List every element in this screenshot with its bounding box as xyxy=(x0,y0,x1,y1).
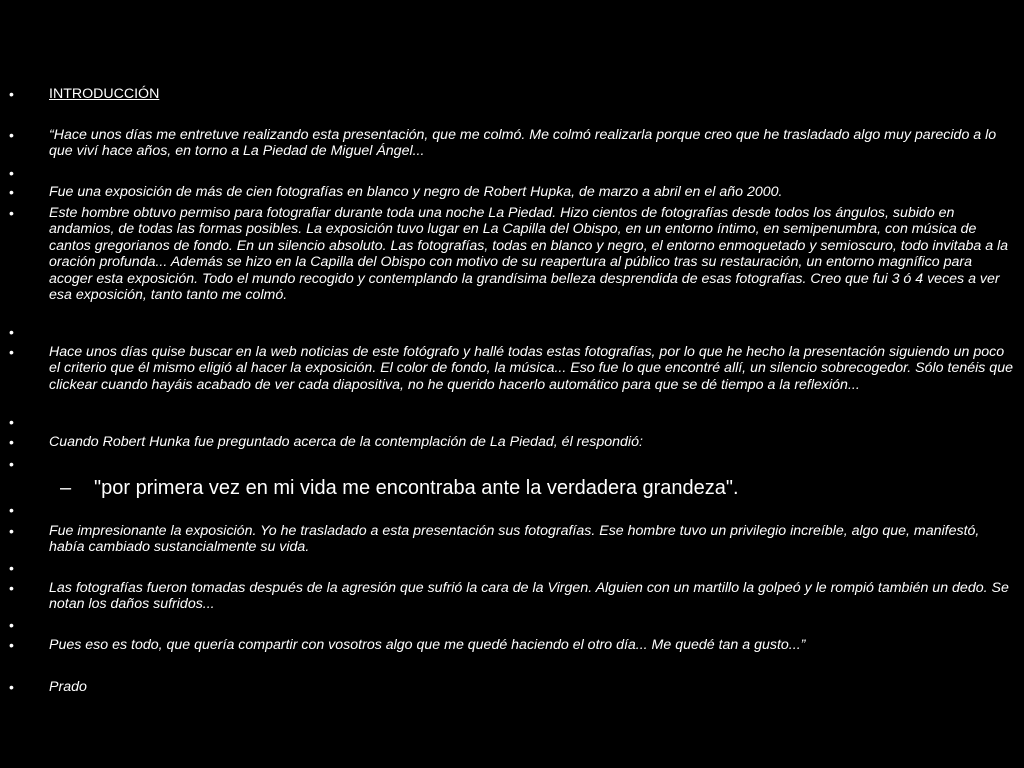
bullet: • xyxy=(9,184,14,200)
bullet: • xyxy=(9,165,14,181)
bullet: • xyxy=(9,502,14,518)
paragraph-impresionante: Fue impresionante la exposición. Yo he trasladado a esta presentación sus fotografías. Ese hombre tuvo un privilegio increíble, algo que, manifestó, había cambiado sustancialmente su vida. xyxy=(49,523,980,556)
quote-grandeza: "por primera vez en mi vida me encontraba ante la verdadera grandeza". xyxy=(94,477,739,499)
bullet: • xyxy=(9,434,14,450)
bullet: • xyxy=(9,414,14,430)
bullet: • xyxy=(9,637,14,653)
bullet: • xyxy=(9,344,14,360)
paragraph-pregunta: Cuando Robert Hunka fue preguntado acerca de la contemplación de La Piedad, él respondió: xyxy=(49,434,643,450)
dash: – xyxy=(60,477,72,499)
bullet: • xyxy=(9,679,14,695)
paragraph-exposicion: Fue una exposición de más de cien fotografías en blanco y negro de Robert Hupka, de marzo a abril en el año 2000. xyxy=(49,184,783,200)
bullet: • xyxy=(9,127,14,143)
bullet: • xyxy=(9,523,14,539)
paragraph-fotografo: Este hombre obtuvo permiso para fotografiar durante toda una noche La Piedad. Hizo cientos de fotografías desde todos los ángulos, subido en andamios, de todas las formas posibles. La exposición tuvo lugar en La Capilla del Obispo, en un entorno íntimo, en semipenumbra, con música de cantos gregorianos de fondo. En un silencio absoluto. Las fotografías, todas en blanco y negro, el entorno enmoquetado y semioscuro, todo invitaba a la oración profunda... Además se hizo en la Capilla del Obispo con motivo de su reapertura al público tras su restauración, un entorno magnífico para acoger esta exposición. Todo el mundo recogido y contemplando la grandísima belleza desprendida de esas fotografías. Creo que fui 3 ó 4 veces a ver esa exposición, tanto tanto me colmó. xyxy=(49,205,1009,304)
heading-introduccion: INTRODUCCIÓN xyxy=(49,86,160,102)
bullet: • xyxy=(9,560,14,576)
bullet: • xyxy=(9,617,14,633)
paragraph-web: Hace unos días quise buscar en la web noticias de este fotógrafo y hallé todas estas fotografías, por lo que he hecho la presentación siguiendo un poco el criterio que él mismo eligió al hacer la exposición. El color de fondo, la música... Eso fue lo que encontré allí, un silencio sobrecogedor. Sólo tenéis que clickear cuando hayáis acabado de ver cada diapositiva, no he querido hacerlo automático para que se dé tiempo a la reflexión... xyxy=(49,344,1013,393)
bullet: • xyxy=(9,456,14,472)
paragraph-intro: “Hace unos días me entretuve realizando esta presentación, que me colmó. Me colmó realizarla porque creo que he trasladado algo muy parecido a lo que viví hace años, en torno a La Piedad de Miguel Ángel... xyxy=(49,127,997,160)
bullet: • xyxy=(9,86,14,102)
bullet: • xyxy=(9,580,14,596)
bullet: • xyxy=(9,324,14,340)
signature: Prado xyxy=(49,679,87,695)
bullet: • xyxy=(9,205,14,221)
paragraph-agresion: Las fotografías fueron tomadas después de la agresión que sufrió la cara de la Virgen. Alguien con un martillo la golpeó y le rompió también un dedo. Se notan los daños sufridos... xyxy=(49,580,1009,613)
paragraph-final: Pues eso es todo, que quería compartir con vosotros algo que me quedé haciendo el otro día... Me quedé tan a gusto...” xyxy=(49,637,806,653)
